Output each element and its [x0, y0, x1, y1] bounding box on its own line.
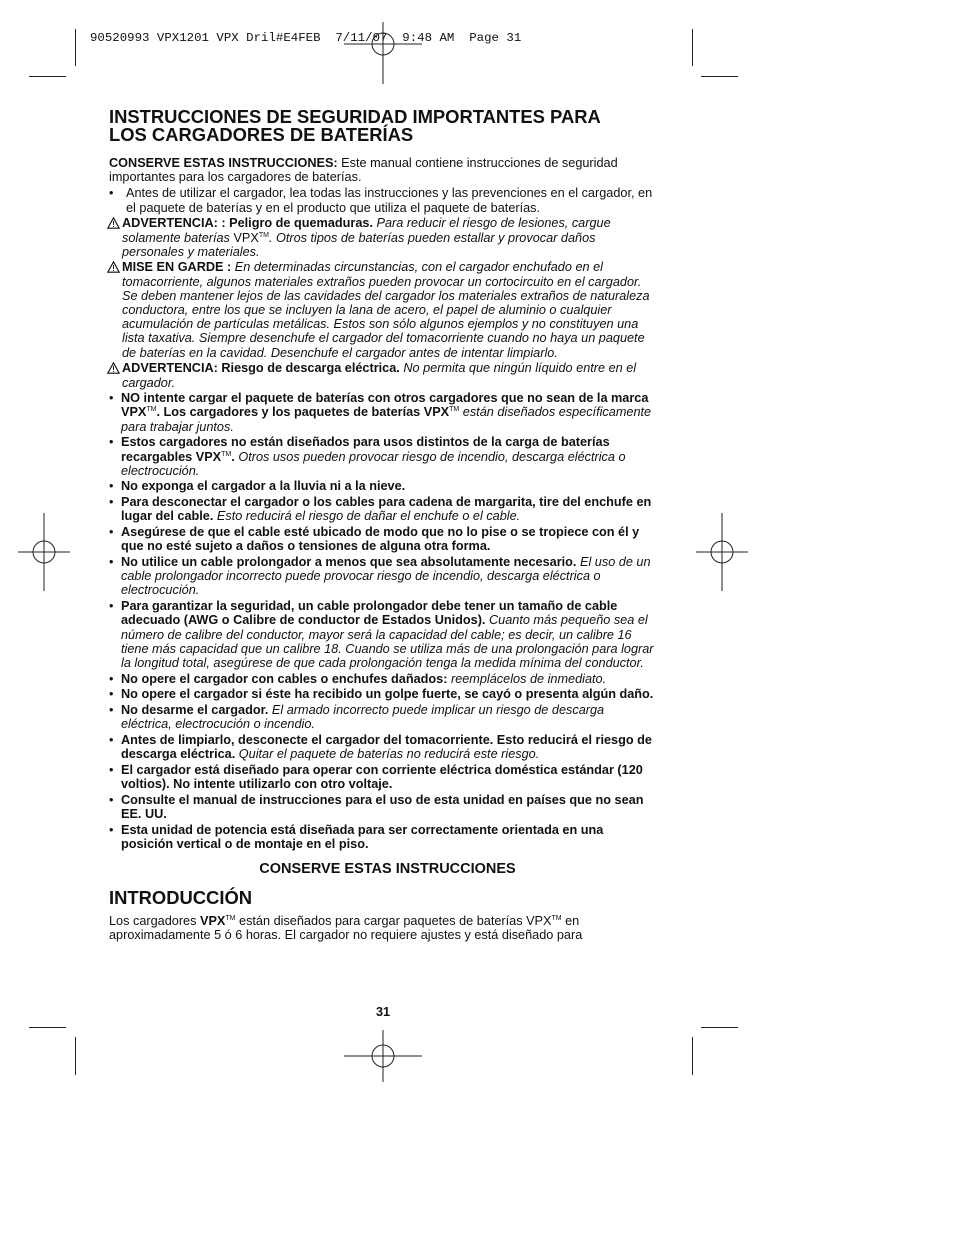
brand-vpx: VPX [233, 230, 259, 245]
warning-label: ADVERTENCIA: Riesgo de descarga eléctrica. [122, 361, 400, 376]
intro-text: Este manual contiene instrucciones de seguridad importantes para los cargadores de baterías. [109, 156, 618, 185]
brand-vpx: VPX [199, 914, 226, 929]
intro-paragraph [109, 156, 654, 184]
registration-mark-right-icon [696, 513, 748, 591]
list-item [109, 186, 654, 214]
item-bold: No opere el cargador si éste ha recibido un golpe fuerte, se cayó o presenta algún daño. [121, 687, 654, 702]
tm-mark: TM [225, 915, 236, 923]
item-text: Quitar el paquete de baterías no reducirá este riesgo. [235, 747, 540, 762]
crop-mark-tr-h [701, 76, 738, 77]
crop-mark-br-h [701, 1027, 738, 1028]
section-title: INTRODUCCIÓN [109, 887, 253, 909]
warning-triangle-icon [107, 217, 120, 229]
registration-mark-top-icon [344, 22, 422, 84]
list-item [109, 479, 654, 493]
registration-mark-left-icon [18, 513, 70, 591]
item-text: están diseñados específicamente para trabajar juntos. [121, 405, 652, 434]
item-bold: Estos cargadores no están diseñados para usos distintos de la carga de baterías recargables VPX [121, 435, 610, 464]
title-line-2: LOS CARGADORES DE BATERÍAS [109, 124, 414, 145]
list-item [109, 495, 654, 523]
bullet-icon: • [109, 435, 114, 450]
page-content [109, 108, 654, 942]
list-item [109, 525, 654, 553]
item-bold: Antes de limpiarlo, desconecte el cargador del tomacorriente. Esto reducirá el riesgo de descarga eléctrica. [121, 732, 652, 762]
tm-mark: TM [449, 406, 460, 414]
bullet-icon: • [109, 599, 114, 614]
bullet-icon: • [109, 762, 114, 777]
warning-text: En determinadas circunstancias, con el cargador enchufado en el tomacorriente, algunos materiales extraños pueden provocar un cortocircuito en el cargador. Se deben mantener lejos de las cavidades del cargador los materiales extraños de naturaleza conductora, entre los que se incluyen la lana de acero, el papel de aluminio o cualquier acumulación de partículas metálicas. Estos son sólo algunos ejemplos y no constituyen una lista taxativa. Siempre desenchufe el cargador del tomacorriente cuando no haya un paquete de baterías en la cavidad. Desenchufe el cargador antes de intentar limpiarlo. [122, 260, 650, 360]
bullet-icon: • [109, 479, 114, 494]
bullet-icon: • [109, 554, 114, 569]
crop-mark-br-v [692, 1037, 693, 1075]
page-title [109, 108, 654, 144]
bullet-first-text: Antes de utilizar el cargador, lea todas las instrucciones y las prevenciones en el cargador, en el paquete de baterías y en el producto que utiliza el paquete de baterías. [126, 186, 653, 215]
item-text: Cuanto más pequeño sea el número de calibre del conductor, mayor será la capacidad del cable; es decir, un calibre 16 tiene más capacidad que un calibre 18. Cuando se utiliza más de una prolongación para lograr la longitud total, asegúrese de que cada prolongación tenga la medida mínima del conductor. [121, 613, 654, 670]
list-item [109, 687, 654, 701]
warning-label: ADVERTENCIA: : Peligro de quemaduras. [122, 216, 373, 231]
list-item [109, 793, 654, 821]
bullet-icon: • [109, 822, 114, 837]
bullet-icon: • [109, 671, 114, 686]
warning-item-caution [109, 260, 654, 359]
tm-mark: TM [551, 915, 562, 923]
bullet-icon: • [109, 525, 114, 540]
item-bold: . Los cargadores y los paquetes de baterías VPX [156, 405, 450, 420]
item-bold: NO intente cargar el paquete de baterías con otros cargadores que no sean de la marca VPX [121, 391, 649, 420]
item-bold: No opere el cargador con cables o enchufes dañados: [121, 671, 448, 686]
warning-text: Para reducir el riesgo de lesiones, cargue solamente baterías [122, 216, 611, 245]
warning-text: . Otros tipos de baterías pueden estallar y provocar daños personales y materiales. [122, 230, 596, 259]
list-item [109, 391, 654, 434]
tm-mark: TM [146, 406, 157, 414]
bullet-icon: • [109, 186, 114, 201]
section-text: en aproximadamente 5 ó 6 horas. El cargador no requiere ajustes y está diseñado para [109, 914, 583, 943]
tm-mark: TM [221, 450, 232, 458]
item-text: El armado incorrecto puede implicar un riesgo de descarga eléctrica, electrocución o incendio. [121, 703, 605, 732]
item-bold: No desarme el cargador. [121, 703, 269, 718]
list-item [109, 599, 654, 670]
section-text: Los cargadores [109, 914, 200, 929]
page-number: 31 [376, 1005, 391, 1019]
item-text: El uso de un cable prolongador incorrecto puede provocar riesgo de incendio, descarga eléctrica o electrocución. [121, 554, 651, 598]
item-bold: . [231, 449, 235, 464]
warning-item-burn [109, 216, 654, 259]
list-item [109, 823, 654, 851]
list-item [109, 435, 654, 478]
title-line-1: INSTRUCCIONES DE SEGURIDAD IMPORTANTES PARA [109, 106, 601, 127]
list-item [109, 555, 654, 598]
item-text: reemplácelos de inmediato. [447, 671, 607, 686]
item-bold: Para desconectar el cargador o los cables para cadena de margarita, tire del enchufe en lugar del cable. [121, 495, 652, 524]
bullet-icon: • [109, 391, 114, 406]
item-bold: El cargador está diseñado para operar con corriente eléctrica doméstica estándar (120 voltios). No intente utilizarlo con otro voltaje. [121, 762, 643, 792]
bullet-icon: • [109, 687, 114, 702]
list-item [109, 733, 654, 761]
item-bold: Esta unidad de potencia está diseñada para ser correctamente orientada en una posición vertical o de montaje en el piso. [121, 822, 604, 851]
section-text: están diseñados para cargar paquetes de baterías VPX [235, 914, 552, 929]
list-item [109, 703, 654, 731]
warning-triangle-icon [107, 261, 120, 273]
safety-list [109, 186, 654, 851]
section-paragraph [109, 914, 654, 942]
warning-triangle-icon [107, 362, 120, 374]
bullet-icon: • [109, 732, 114, 747]
crop-mark-bl-v [75, 1037, 76, 1075]
item-bold: Consulte el manual de instrucciones para el uso de esta unidad en países que no sean EE. UU. [121, 792, 644, 821]
conserve-heading: CONSERVE ESTAS INSTRUCCIONES [259, 861, 516, 878]
warning-label: MISE EN GARDE : [122, 260, 232, 275]
item-text: Esto reducirá el riesgo de dañar el enchufe o el cable. [213, 509, 521, 524]
bullet-icon: • [109, 792, 114, 807]
bullet-icon: • [109, 703, 114, 718]
crop-mark-bl-h [29, 1027, 66, 1028]
crop-mark-tl-v [75, 29, 76, 66]
warning-text: No permita que ningún líquido entre en el cargador. [122, 361, 637, 390]
bullet-icon: • [109, 495, 114, 510]
crop-mark-tr-v [692, 29, 693, 66]
list-item [109, 672, 654, 686]
item-bold: Asegúrese de que el cable esté ubicado de modo que no lo pise o se tropiece con él y que no esté sujeto a daños o tensiones de alguna otra forma. [121, 525, 640, 554]
registration-mark-bottom-icon [344, 1030, 422, 1082]
warning-item-shock [109, 361, 654, 389]
item-bold: Para garantizar la seguridad, un cable prolongador debe tener un tamaño de cable adecuado (AWG o Calibre de conductor de Estados Unidos). [121, 599, 618, 628]
item-bold: No utilice un cable prolongador a menos que sea absolutamente necesario. [121, 554, 577, 569]
crop-mark-tl-h [29, 76, 66, 77]
item-text: Otros usos pueden provocar riesgo de incendio, descarga eléctrica o electrocución. [121, 449, 626, 478]
print-slug: 90520993 VPX1201 VPX Dril#E4FEB 7/11/07 9:48 AM Page 31 [90, 31, 522, 45]
tm-mark: TM [258, 231, 269, 239]
intro-bold: CONSERVE ESTAS INSTRUCCIONES: [109, 156, 338, 170]
item-bold: No exponga el cargador a la lluvia ni a la nieve. [121, 479, 406, 494]
list-item [109, 763, 654, 791]
